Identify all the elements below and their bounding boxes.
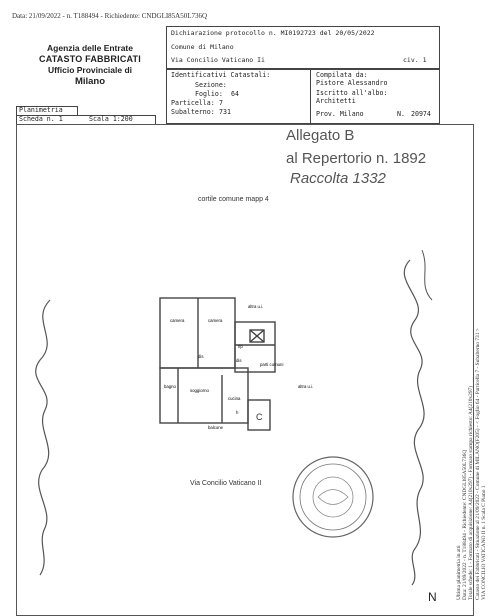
- declaration-box: [166, 26, 440, 70]
- comune-label: Comune di Milano: [171, 43, 234, 51]
- province-label: Prov. Milano: [316, 110, 364, 118]
- room-balcone: balcone: [208, 425, 224, 430]
- albo-value: Architetti: [316, 97, 356, 105]
- handwritten-signature-right: [370, 240, 450, 590]
- planimetria-text: Planimetria: [19, 106, 63, 114]
- office-city: Milano: [74, 75, 106, 87]
- office-label: Ufficio Provinciale di: [47, 64, 133, 75]
- number-label: N.: [397, 110, 405, 118]
- cadastral-identifiers: [166, 68, 311, 124]
- side-vertical-text: [456, 300, 486, 600]
- room-dis-2: dis: [236, 358, 242, 363]
- handwritten-raccolta: Raccolta 1332: [290, 170, 386, 187]
- protocol-date: 20/05/2022: [335, 29, 375, 37]
- subalterno-label: Subalterno:: [171, 108, 215, 116]
- floor-plan-drawing: [150, 290, 340, 440]
- side-text-block: [456, 300, 487, 600]
- sezione-label: Sezione:: [195, 81, 227, 89]
- scala-c-label: C: [256, 412, 263, 422]
- foglio-value: 64: [231, 90, 239, 98]
- room-soggiorno: soggiorno: [190, 388, 209, 393]
- room-rip: rip: [238, 344, 243, 349]
- courtyard-label: cortile comune mapp 4: [198, 196, 269, 203]
- albo-label: Iscritto all'albo:: [316, 89, 388, 97]
- civic-number: civ. 1: [403, 56, 427, 64]
- registration-number: 20974: [411, 110, 431, 118]
- room-cucina: cucina: [228, 396, 241, 401]
- subalterno-value: 731: [219, 108, 231, 116]
- altra-ui-right: altra u.i.: [298, 384, 314, 389]
- room-bagno: bagno: [164, 384, 176, 389]
- scheda-number: Scheda n. 1: [19, 115, 63, 123]
- room-camera-2: camera: [208, 318, 223, 323]
- compiler-name: Pistore Alessandro: [316, 79, 388, 87]
- foglio-label: Foglio:: [195, 90, 223, 98]
- notary-seal-stamp: [288, 452, 378, 542]
- compiler-box: [310, 68, 440, 124]
- particella-label: Particella:: [171, 99, 215, 107]
- side-line-2: Data: 21/09/2022 - n. T188494 - Richiedente: CNDGLI85A50L736Q: [462, 449, 469, 600]
- address-label: Via Concilio Vaticano Ii: [171, 56, 265, 64]
- agency-name: Agenzia delle Entrate: [47, 43, 133, 53]
- altra-ui-top: altra u.i.: [248, 304, 264, 309]
- side-line-5: VIA CONCILIO VATICANO II n. 1 Scala C Piano 1: [480, 485, 487, 600]
- document-header-line: Data: 21/09/2022 - n. T188494 - Richiedente: CNDGLI85A50L736Q: [12, 12, 208, 20]
- agency-block: [30, 43, 150, 87]
- date-label: del: [319, 29, 332, 37]
- handwritten-allegato: Allegato B: [286, 127, 355, 144]
- scale-label: Scala 1:200: [89, 115, 133, 123]
- compiler-title: Compilata da:: [316, 71, 368, 79]
- north-indicator: N: [428, 590, 437, 604]
- cadastral-title: Identificativi Catastali:: [171, 71, 271, 79]
- particella-value: 7: [219, 99, 223, 107]
- side-line-3: Totale schede: 1 - Formato di acquisizione: A4(210x297) - Formato stampa richiesto: A4(210x297): [468, 385, 475, 600]
- room-h: h: [236, 410, 239, 415]
- street-label: Via Concilio Vaticano II: [190, 480, 262, 487]
- side-line-1: Ultima planimetria in atti: [456, 545, 462, 600]
- protocol-label: Dichiarazione protocollo n.: [171, 29, 277, 37]
- catasto-title: CATASTO FABBRICATI: [39, 53, 141, 64]
- room-camera-1: camera: [170, 318, 185, 323]
- handwritten-signature-left: [20, 280, 70, 580]
- protocol-number: MI0192723: [280, 29, 316, 37]
- side-line-4: Catasto dei Fabbricati - Situazione al 21/09/2022 - Comune di MILANO(F205) - < Foglio 64 - Particella 7 - Subalterno 731 >: [474, 328, 481, 600]
- handwritten-repertorio: al Repertorio n. 1892: [286, 150, 427, 167]
- room-dis: dis: [198, 354, 204, 359]
- parti-comuni-label: parti comuni: [260, 362, 284, 367]
